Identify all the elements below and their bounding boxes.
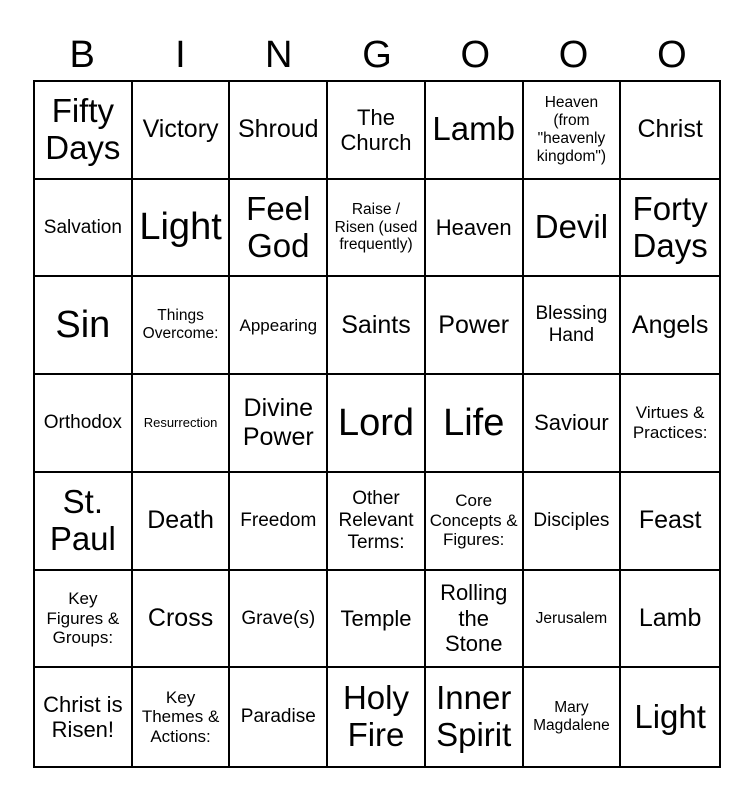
bingo-cell[interactable]: Resurrection bbox=[133, 375, 231, 473]
header-letter-i: I bbox=[175, 33, 186, 76]
bingo-cell[interactable]: Saints bbox=[328, 277, 426, 375]
bingo-cell[interactable]: Lamb bbox=[426, 82, 524, 180]
bingo-cell[interactable]: Core Concepts & Figures: bbox=[426, 473, 524, 571]
bingo-cell[interactable]: Angels bbox=[621, 277, 719, 375]
bingo-cell[interactable]: Light bbox=[133, 180, 231, 278]
bingo-cell[interactable]: Sin bbox=[35, 277, 133, 375]
bingo-board bbox=[33, 80, 721, 768]
bingo-cell[interactable]: Lamb bbox=[621, 571, 719, 669]
bingo-cell[interactable]: Temple bbox=[328, 571, 426, 669]
bingo-cell[interactable]: The Church bbox=[328, 82, 426, 180]
bingo-cell[interactable]: Divine Power bbox=[230, 375, 328, 473]
bingo-cell[interactable]: Key Themes & Actions: bbox=[133, 668, 231, 766]
bingo-cell[interactable]: Blessing Hand bbox=[524, 277, 622, 375]
header-letter-b: B bbox=[69, 33, 95, 76]
bingo-cell[interactable]: Rolling the Stone bbox=[426, 571, 524, 669]
bingo-cell[interactable]: Heaven (from "heavenly kingdom") bbox=[524, 82, 622, 180]
bingo-cell[interactable]: Life bbox=[426, 375, 524, 473]
bingo-cell[interactable]: Cross bbox=[133, 571, 231, 669]
bingo-cell[interactable]: Raise / Risen (used frequently) bbox=[328, 180, 426, 278]
header-letter-o: O bbox=[657, 33, 687, 76]
bingo-cell[interactable]: Devil bbox=[524, 180, 622, 278]
bingo-cell[interactable]: Feast bbox=[621, 473, 719, 571]
bingo-cell[interactable]: Light bbox=[634, 697, 706, 735]
bingo-cell[interactable]: Feel God bbox=[230, 180, 328, 278]
header-letter-g: G bbox=[362, 33, 392, 76]
header-letter-n: N bbox=[264, 33, 293, 76]
bingo-cell[interactable]: Saviour bbox=[524, 375, 622, 473]
bingo-cell[interactable]: Fifty Days bbox=[35, 82, 133, 180]
bingo-cell[interactable]: Orthodox bbox=[35, 375, 133, 473]
bingo-cell[interactable]: Death bbox=[133, 473, 231, 571]
bingo-cell[interactable]: Lord bbox=[328, 375, 426, 473]
bingo-cell[interactable]: Other Relevant Terms: bbox=[328, 473, 426, 571]
bingo-cell[interactable]: Key Figures & Groups: bbox=[35, 571, 133, 669]
bingo-cell[interactable]: St. Paul bbox=[35, 473, 133, 571]
bingo-cell[interactable]: Paradise bbox=[230, 668, 328, 766]
bingo-cell[interactable]: Holy Fire bbox=[328, 668, 426, 766]
bingo-cell[interactable]: Shroud bbox=[230, 82, 328, 180]
header-letter-o: O bbox=[558, 33, 589, 76]
header-letter-o: O bbox=[460, 33, 491, 76]
bingo-header bbox=[33, 30, 721, 80]
bingo-cell[interactable]: Jerusalem bbox=[524, 571, 622, 669]
bingo-cell[interactable]: Power bbox=[426, 277, 524, 375]
bingo-cell[interactable]: Grave(s) bbox=[230, 571, 328, 669]
bingo-cell[interactable]: Mary Magdalene bbox=[524, 668, 622, 766]
bingo-cell[interactable]: Things Overcome: bbox=[133, 277, 231, 375]
bingo-cell[interactable]: Heaven bbox=[426, 180, 524, 278]
bingo-cell[interactable]: Disciples bbox=[524, 473, 622, 571]
bingo-cell[interactable]: Appearing bbox=[230, 277, 328, 375]
bingo-cell[interactable]: Virtues & Practices: bbox=[621, 375, 719, 473]
bingo-cell[interactable]: Victory bbox=[133, 82, 231, 180]
bingo-cell[interactable]: Salvation bbox=[35, 180, 133, 278]
bingo-cell[interactable]: Freedom bbox=[230, 473, 328, 571]
bingo-cell[interactable]: Christ bbox=[621, 82, 719, 180]
bingo-cell[interactable]: Forty Days bbox=[621, 180, 719, 278]
bingo-cell[interactable]: Christ is Risen! bbox=[35, 668, 133, 766]
bingo-cell[interactable]: Inner Spirit bbox=[426, 668, 524, 766]
